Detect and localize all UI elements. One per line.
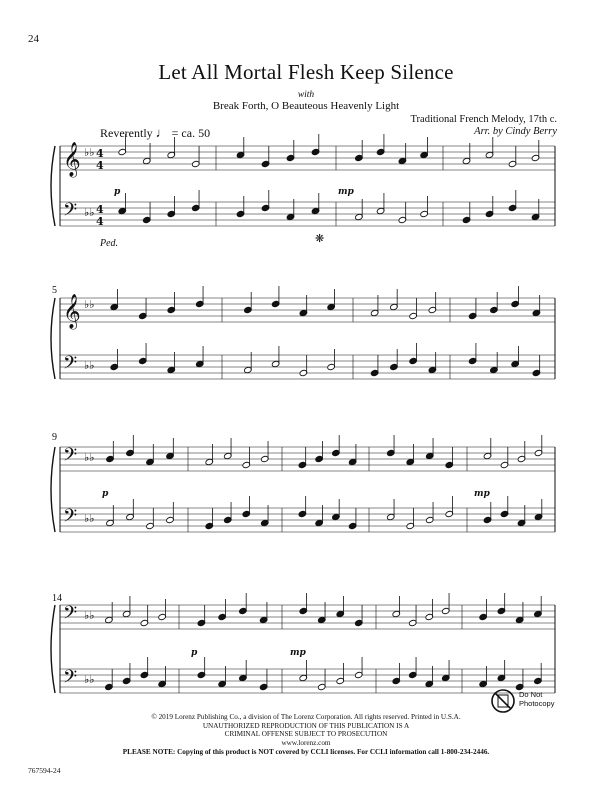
bass-clef: 𝄢	[63, 445, 78, 470]
arranger-credit: Arr. by Cindy Berry	[474, 126, 557, 137]
brace	[51, 146, 55, 226]
time-signature: 4	[96, 203, 104, 216]
key-signature-flat: ♭♭	[84, 673, 95, 686]
dynamic-mp: mp	[290, 648, 306, 658]
key-signature-flat: ♭♭	[84, 298, 95, 311]
key-signature-flat: ♭♭	[84, 359, 95, 372]
dynamic-mp: mp	[474, 489, 490, 499]
dynamic-p: p	[102, 489, 109, 499]
dynamic-mp: mp	[338, 187, 354, 197]
pedal-release-icon: ❋	[315, 233, 325, 245]
with-label: with	[297, 90, 315, 100]
ccli-note: PLEASE NOTE: Copying of this product is NOT covered by CCLI licenses. For CCLI information call 1-800-234-2446.	[122, 748, 490, 756]
key-signature-flat: ♭♭	[84, 451, 95, 464]
bass-clef: 𝄢	[63, 200, 78, 225]
dynamic-p: p	[114, 187, 121, 197]
copyright-line: © 2019 Lorenz Publishing Co., a division of The Lorenz Corporation. All rights reserved. Printed in U.S.A.	[151, 713, 461, 721]
treble-clef: 𝄞	[63, 294, 81, 329]
catalog-number: 767594-24	[28, 766, 61, 775]
tempo-value: = ca. 50	[171, 126, 211, 140]
bass-clef: 𝄢	[63, 506, 78, 531]
key-signature-flat: ♭♭	[84, 512, 95, 525]
dynamic-p: p	[191, 648, 198, 658]
measure-number-9: 9	[52, 432, 57, 443]
pedal-marking: Ped.	[100, 238, 119, 249]
brace	[51, 298, 55, 379]
tempo-word: Reverently	[100, 126, 153, 140]
key-signature-flat: ♭♭	[84, 609, 95, 622]
do-not-photocopy-label: Do Not Photocopy	[519, 690, 555, 708]
bass-clef: 𝄢	[63, 667, 78, 692]
brace	[51, 605, 55, 693]
piece-subtitle: Break Forth, O Beauteous Heavenly Light	[212, 100, 400, 112]
treble-clef: 𝄞	[63, 142, 81, 177]
bass-clef: 𝄢	[63, 603, 78, 628]
no-photocopy-icon	[490, 688, 516, 714]
piece-title: Let All Mortal Flesh Keep Silence	[158, 60, 454, 84]
measure-number-5: 5	[52, 285, 57, 296]
time-signature: 4	[96, 159, 104, 172]
quarter-note-icon: ♩	[155, 125, 169, 140]
warning-line-2: CRIMINAL OFFENSE SUBJECT TO PROSECUTION	[224, 730, 388, 738]
time-signature: 4	[96, 215, 104, 228]
melody-credit: Traditional French Melody, 17th c.	[410, 114, 557, 125]
bass-clef: 𝄢	[63, 353, 78, 378]
website-link: www.lorenz.com	[281, 739, 331, 747]
key-signature-flat: ♭♭	[84, 146, 95, 159]
page-number: 24	[28, 33, 39, 45]
key-signature-flat: ♭♭	[84, 206, 95, 219]
measure-number-14: 14	[52, 593, 62, 604]
warning-line-1: UNAUTHORIZED REPRODUCTION OF THIS PUBLICATION IS A	[202, 722, 410, 730]
brace	[51, 447, 55, 532]
time-signature: 4	[96, 147, 104, 160]
